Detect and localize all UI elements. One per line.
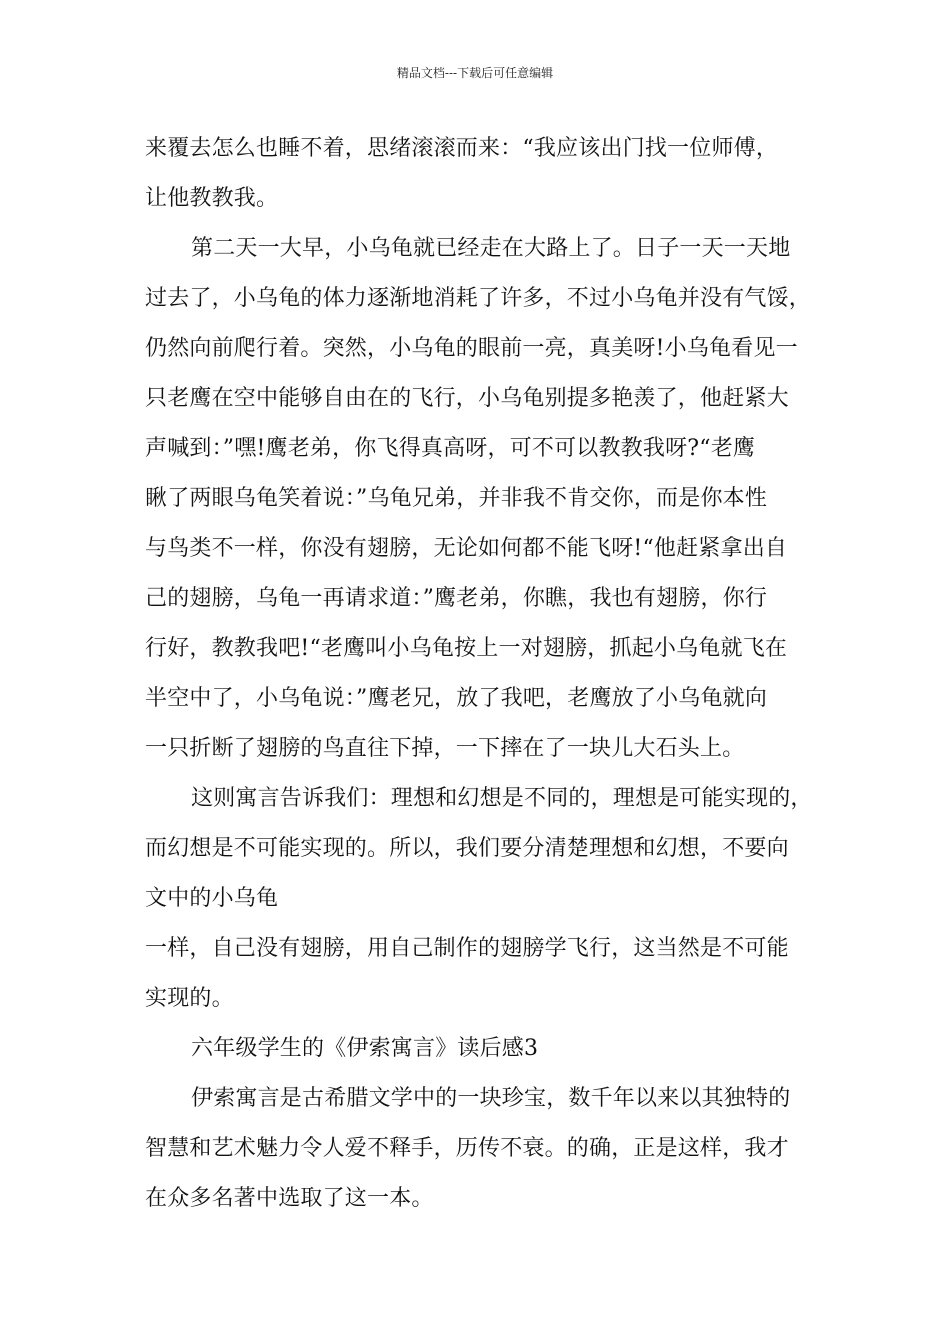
text-line-6: 只老鹰在空中能够自由在的飞行，小乌龟别提多艳羡了，他赶紧大 [145, 386, 789, 411]
text-line-11: 行好，教教我吧!“老鹰叫小乌龟按上一对翅膀，抓起小乌龟就飞在 [145, 636, 788, 661]
text-line-9: 与鸟类不一样，你没有翅膀，无论如何都不能飞呀!“他赶紧拿出自 [145, 536, 788, 561]
text-line-8: 瞅了两眼乌龟笑着说：”乌龟兄弟，并非我不肯交你，而是你本性 [145, 486, 768, 511]
page-header: 精品文档---下载后可任意编辑 [396, 66, 554, 80]
text-line-5: 仍然向前爬行着。突然，小乌龟的眼前一亮，真美呀!小乌龟看见一 [145, 336, 798, 361]
document-body [145, 124, 815, 1224]
text-line-18: 实现的。 [145, 986, 234, 1011]
text-line-13: 一只折断了翅膀的鸟直往下掉，一下摔在了一块儿大石头上。 [145, 736, 745, 761]
text-line-20: 伊索寓言是古希腊文学中的一块珍宝，数千年以来以其独特的 [191, 1086, 791, 1111]
text-line-7: 声喊到：”嘿!鹰老弟，你飞得真高呀，可不可以教教我呀?“老鹰 [145, 436, 756, 461]
text-line-17: 一样，自己没有翅膀，用自己制作的翅膀学飞行，这当然是不可能 [145, 936, 789, 961]
text-line-22: 在众多名著中选取了这一本。 [145, 1186, 434, 1211]
text-line-2: 让他教教我。 [145, 186, 279, 211]
section-title: 六年级学生的《伊索寓言》读后感3 [191, 1036, 539, 1061]
text-line-1: 来覆去怎么也睡不着，思绪滚滚而来：“我应该出门找一位师傅， [145, 136, 779, 161]
text-line-15: 而幻想是不可能实现的。所以，我们要分清楚理想和幻想，不要向 [145, 836, 789, 861]
text-line-4: 过去了，小乌龟的体力逐渐地消耗了许多，不过小乌龟并没有气馁， [145, 286, 812, 311]
text-line-3: 第二天一大早，小乌龟就已经走在大路上了。日子一天一天地 [191, 236, 791, 261]
text-line-14: 这则寓言告诉我们：理想和幻想是不同的，理想是可能实现的， [191, 786, 813, 811]
text-line-10: 己的翅膀，乌龟一再请求道：”鹰老弟，你瞧，我也有翅膀，你行 [145, 586, 768, 611]
text-line-21: 智慧和艺术魅力令人爱不释手，历传不衰。的确，正是这样，我才 [145, 1136, 789, 1161]
text-line-16: 文中的小乌龟 [145, 886, 279, 911]
text-line-12: 半空中了，小乌龟说：”鹰老兄，放了我吧，老鹰放了小乌龟就向 [145, 686, 768, 711]
